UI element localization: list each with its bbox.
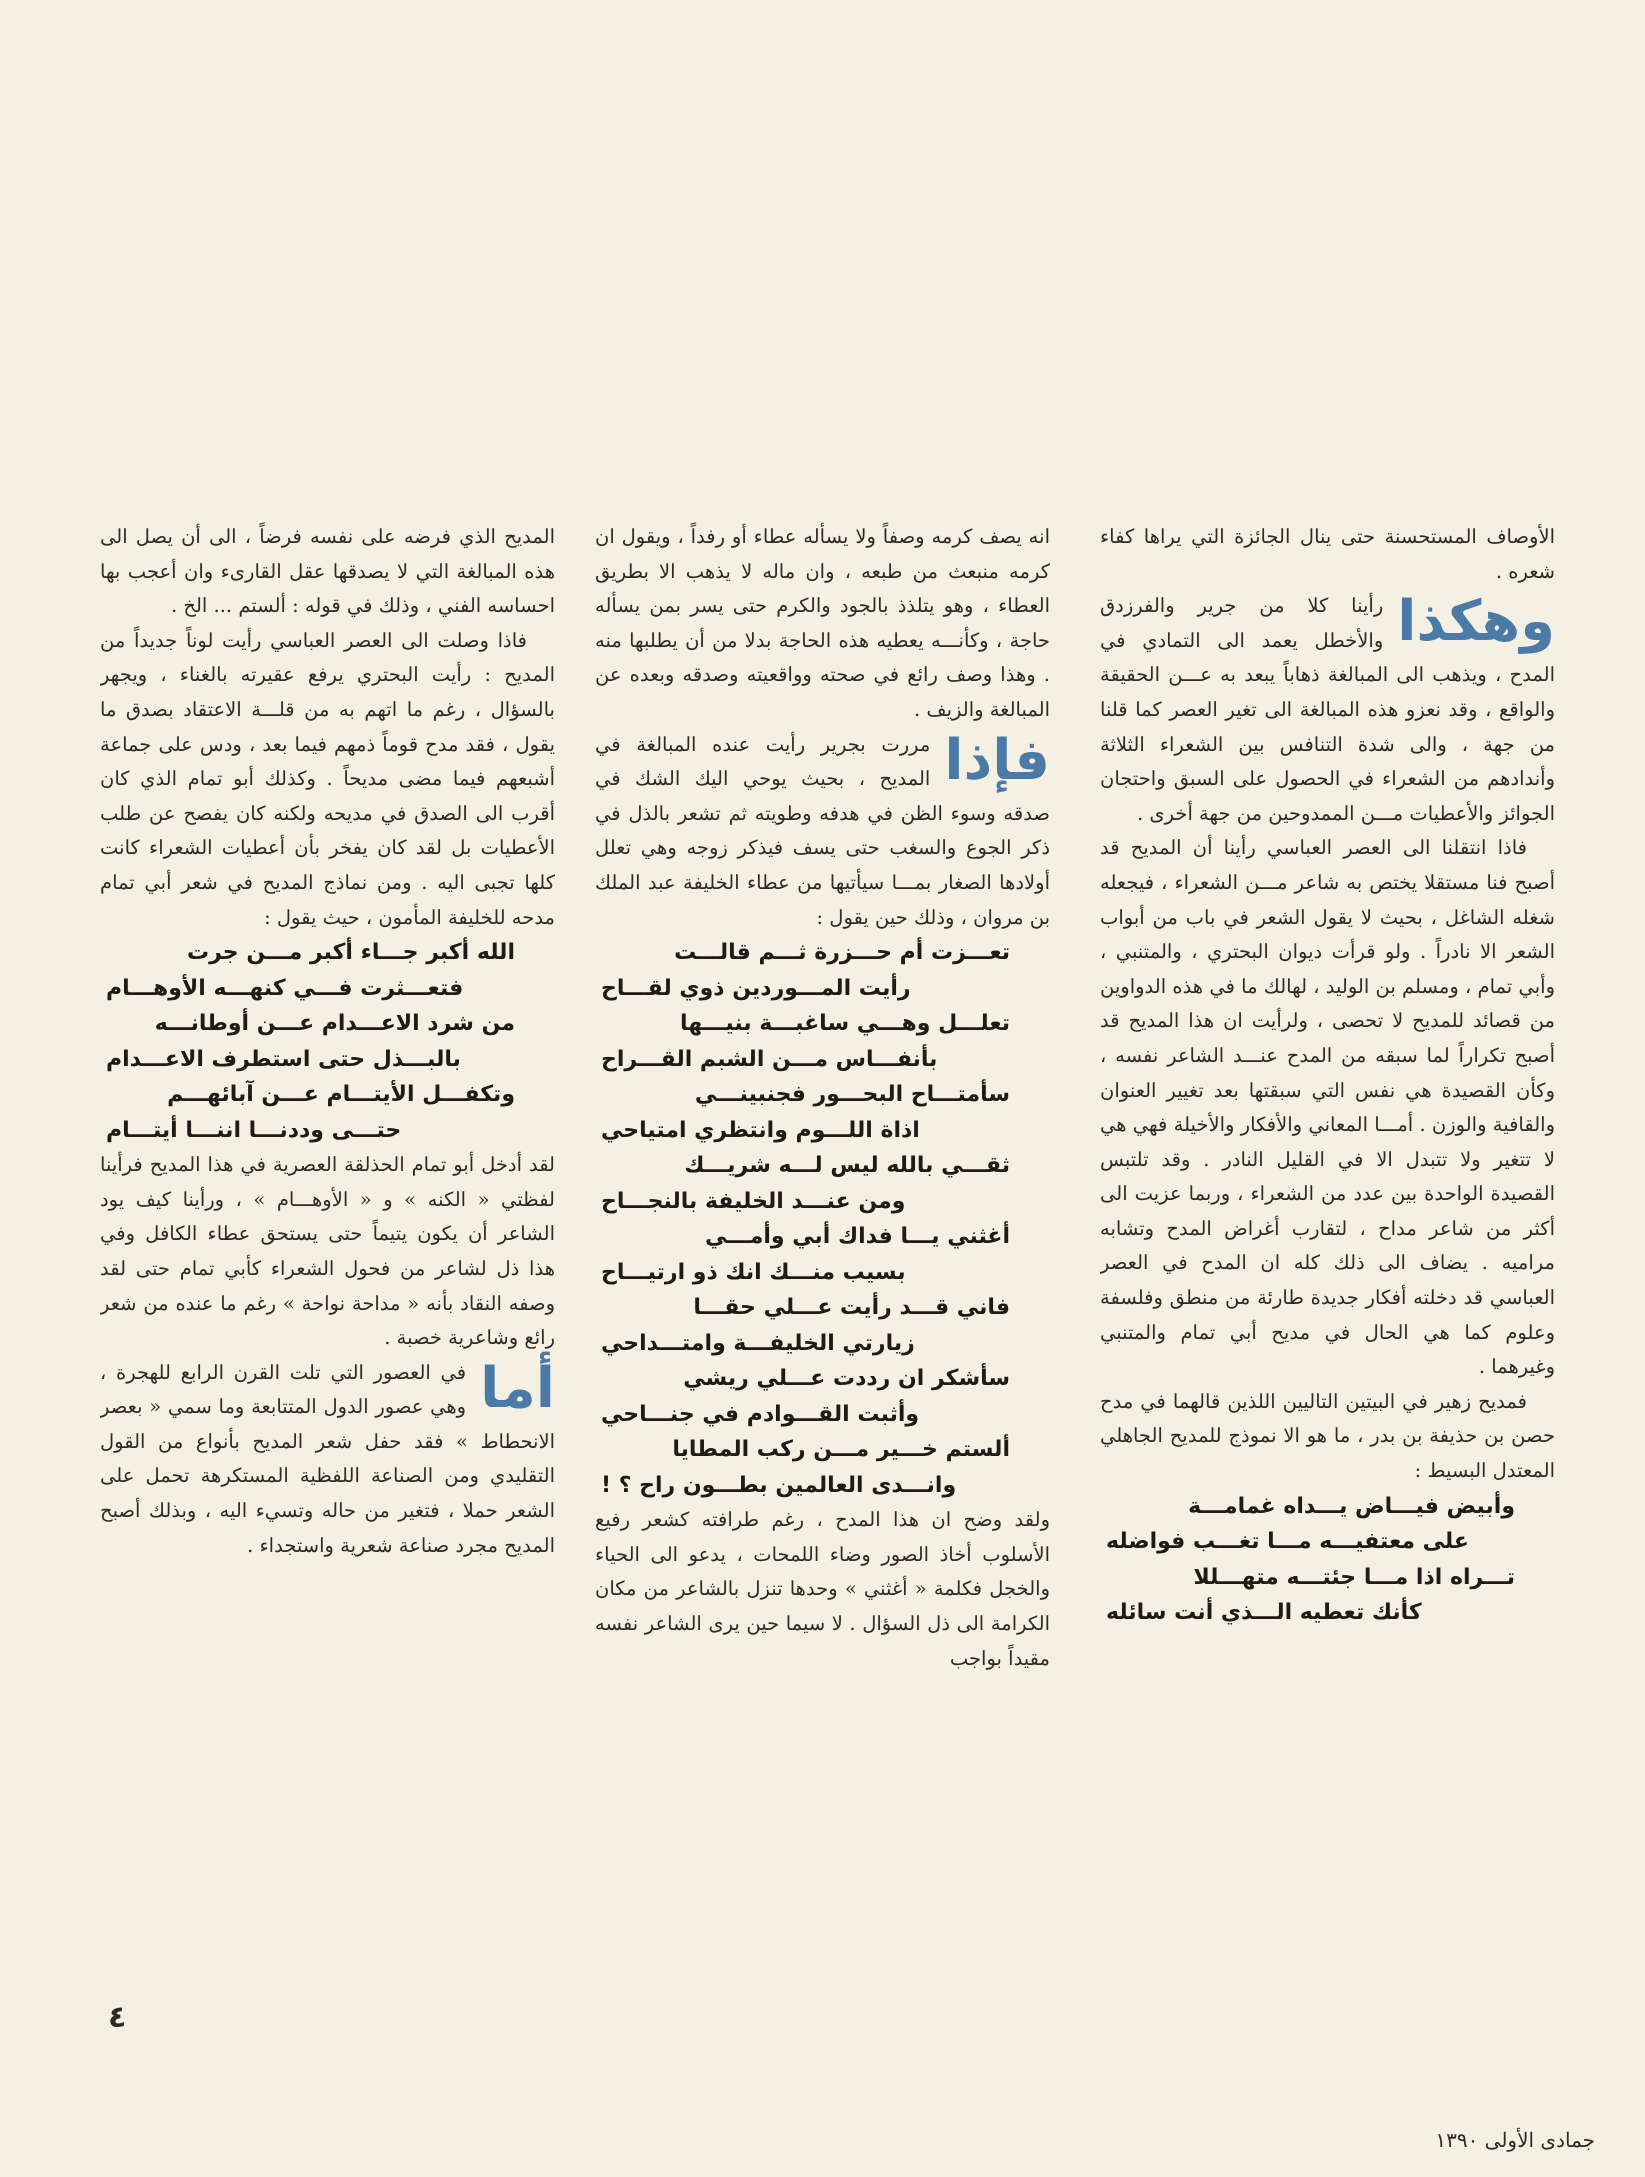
column-right — [1100, 520, 1555, 2040]
paragraph — [1100, 589, 1555, 831]
verse-line: تـــراه اذا مـــا جئتـــه متهـــللا — [1193, 1564, 1515, 1590]
verse-line: ومن عنـــد الخليفة بالنجـــاح — [601, 1188, 906, 1214]
paragraph-text: رأينا كلا من جرير والفرزدق والأخطل يعمد الى التمادي في المدح ، ويذهب الى المبالغة ذهاباً يبعد به عـــن الحقيقة والواقع ، وقد نعزو هذه المبالغة الى تغير العصر كما قلنا من جهة ، والى شدة التنافس بين الشعراء الثلاثة وأندادهم من الشعراء في الحصول على السبق واحتجان الجوائز والأعطيات مـــن الممدوحين من جهة أخرى . — [1100, 594, 1555, 825]
paragraph: الأوصاف المستحسنة حتى ينال الجائزة التي يراها كفاء شعره . — [1100, 525, 1555, 583]
issue-date: جمادى الأولى ١٣٩٠ — [1435, 2128, 1595, 2152]
paragraph: فمديح زهير في البيتين التاليين اللذين قالهما في مدح حصن بن حذيفة بن بدر ، ما هو الا نموذج للمديح الجاهلي المعتدل البسيط : — [1100, 1389, 1555, 1483]
paragraph-text: مررت بجرير رأيت عنده المبالغة في المديح ، بحيث يوحي اليك الشك في صدقه وسوء الظن في هدفه وطويته ثم تشعر بالذل في ذكر الجوع والسغب حتى يسف فيذكر زوجه وهي تعلل أولادها الصغار بمـــا سيأتيها من عطاء الخليفة عبد الملك بن مروان ، وذلك حين يقول : — [595, 732, 1050, 929]
verse-line: تعلـــل وهـــي ساغبـــة بنيـــها — [680, 1011, 1010, 1037]
verse-line: على معتفيـــه مـــا تغـــب فواضله — [1106, 1529, 1469, 1555]
verse-line: سأشكر ان رددت عـــلي ريشي — [683, 1366, 1010, 1392]
column-left — [100, 520, 555, 2040]
column-middle — [595, 520, 1050, 2040]
paragraph: فاذا انتقلنا الى العصر العباسي رأينا أن المديح قد أصبح فنا مستقلا يختص به شاعر مـــن الشعراء ، فيجعله شغله الشاغل ، بحيث لا يقول الشعر في باب من أبواب الشعر الا نادراً . ولو قرأت ديوان البحتري ، والمتنبي ، وأبي تمام ، ومسلم بن الوليد ، لهالك ما في هذه الدواوين من قصائد للمديح لا تحصى ، ولرأيت ان هذا المديح قد أصبح تكراراً لما سبقه من المدح عنـــد الشاعر نفسه ، وكأن القصيدة هي نفس التي سبقتها بعد تغيير العنوان والقافية والوزن . أمـــا المعاني والأفكار والأخيلة فهي هي لا تتغير ولا تتبدل الا في القليل النادر . وقد تلتبس القصيدة الواحدة بين عدد من الشعراء ، وربما عزيت الى أكثر من شاعر مداح ، لتقارب أغراض المدح وتشابه مراميه . يضاف الى ذلك كله ان المدح في العصر العباسي قد دخلته أفكار جديدة طارئة من منطق وفلسفة وعلوم كما هي الحال في مديح أبي تمام والمتنبي وغيرهما . — [1100, 836, 1555, 1379]
verse-line: تعـــزت أم حـــزرة ثـــم قالـــت — [674, 940, 1010, 966]
paragraph: ولقد وضح ان هذا المدح ، رغم طرافته كشعر رفيع الأسلوب أخاذ الصور وضاء اللمحات ، يدعو الى الحياء والخجل فكلمة « أغثني » وحدها تنزل بالشاعر من مكان الكرامة الى ذل السؤال . لا سيما حين يرى الشاعر نفسه مقيداً بواجب — [595, 1508, 1050, 1670]
verse-line: وانـــدى العالمين بطـــون راح ؟ ! — [601, 1472, 957, 1498]
verse-line: زيارتي الخليفـــة وامتـــداحي — [601, 1330, 915, 1356]
poem-verses — [595, 935, 1050, 1503]
verse-line: حتـــى وددنـــا اننـــا أيتـــام — [106, 1117, 402, 1143]
drop-cap-word: فإذا — [944, 727, 1050, 793]
verse-line: الله أكبر جـــاء أكبر مـــن جرت — [187, 940, 515, 966]
verse-line: أغثني يـــا فداك أبي وأمـــي — [704, 1224, 1010, 1250]
paragraph-text: في العصور التي تلت القرن الرابع للهجرة ، وهي عصور الدول المتتابعة وما سمي « بعصر الانحطاط » فقد حفل شعر المديح بأنواع من القول التقليدي ومن الصناعة اللفظية المستكرهة تحمل على الشعر حملا ، فتغير من حاله وتسيء اليه ، وبذلك أصبح المديح مجرد صناعة شعرية واستجداء . — [100, 1360, 555, 1557]
paragraph — [100, 1356, 555, 1564]
page-number: ٤ — [108, 2000, 127, 2035]
verse-line: ألستم خـــير مـــن ركب المطايا — [672, 1437, 1010, 1463]
verse-line: كأنك تعطيه الـــذي أنت سائله — [1106, 1600, 1422, 1626]
verse-line: فتعـــثرت فـــي كنهـــه الأوهـــام — [106, 975, 464, 1001]
poem-verses — [100, 935, 555, 1148]
verse-line: اذاة اللـــوم وانتظري امتياحي — [601, 1117, 920, 1143]
drop-cap-word: أما — [480, 1355, 555, 1421]
verse-line: بسيب منـــك انك ذو ارتيـــاح — [601, 1259, 906, 1285]
paragraph: لقد أدخل أبو تمام الحذلقة العصرية في هذا المديح فرأينا لفظتي « الكنه » و « الأوهـــام » ، ورأينا كيف يود الشاعر أن يكون يتيماً حتى يستحق عطاء الكافل وفي هذا ذل لشاعر من فحول الشعراء كأبي تمام حتى لقد وصفه النقاد بأنه « مداحة نواحة » رغم ما عنده من شعر رائع وشاعرية خصبة . — [100, 1153, 555, 1350]
paragraph: فاذا وصلت الى العصر العباسي رأيت لوناً جديداً من المديح : رأيت البحتري يرفع عقيرته بالغناء ، ويجهر بالسؤال ، رغم ما اتهم به من قلـــة الاعتقاد بصدق ما يقول ، فقد مدح قوماً ذمهم فيما بعد ، ودس على جماعة أشبعهم فيما مضى مديحاً . وكذلك أبو تمام الذي كان أقرب الى الصدق في مديحه ولكنه كان يفصح عن طلب الأعطيات بل لقد كان يفخر بأن أعطيات الشعراء كانت كلها تجبى اليه . ومن نماذج المديح في شعر أبي تمام مدحه للخليفة المأمون ، حيث يقول : — [100, 628, 555, 929]
paragraph: انه يصف كرمه وصفاً ولا يسأله عطاء أو رفداً ، ويقول ان كرمه منبعث من طبعه ، وان ماله لا يذهب الا بطريق العطاء ، وهو يتلذذ بالجود والكرم حتى يسر بمن يسأله حاجة ، وكأنـــه يعطيه هذه الحاجة بدلا من أن يطلبها منه . وهذا وصف رائع في صحته وواقعيته وصدقه وبعده عن المبالغة والزيف . — [595, 525, 1050, 721]
verse-line: فاني قـــد رأيت عـــلي حقـــا — [693, 1295, 1010, 1321]
verse-line: ثقـــي بالله ليس لـــه شريـــك — [684, 1153, 1010, 1179]
verse-line: بالبـــذل حتى استطرف الاعـــدام — [106, 1046, 461, 1072]
verse-line: سأمتـــاح البحـــور فجنبينـــي — [694, 1082, 1010, 1108]
paragraph — [595, 728, 1050, 936]
verse-line: من شرد الاعـــدام عـــن أوطانـــه — [154, 1011, 515, 1037]
paragraph: المديح الذي فرضه على نفسه فرضاً ، الى أن يصل الى هذه المبالغة التي لا يصدقها عقل القارىء وان أعجب بها احساسه الفني ، وذلك في قوله : ألستم ... الخ . — [100, 525, 555, 618]
verse-line: رأيت المـــوردين ذوي لقـــاح — [601, 975, 911, 1001]
verse-line: وأبيض فيـــاض يـــداه غمامـــة — [1188, 1493, 1515, 1519]
drop-cap-word: وهكذا — [1397, 589, 1555, 655]
verse-line: وتكفـــل الأيتـــام عـــن آبائهـــم — [167, 1082, 515, 1108]
verse-line: وأثبت القـــوادم في جنـــاحي — [601, 1401, 920, 1427]
poem-verses — [1100, 1489, 1555, 1631]
verse-line: بأنفـــاس مـــن الشبم القـــراح — [601, 1046, 938, 1072]
